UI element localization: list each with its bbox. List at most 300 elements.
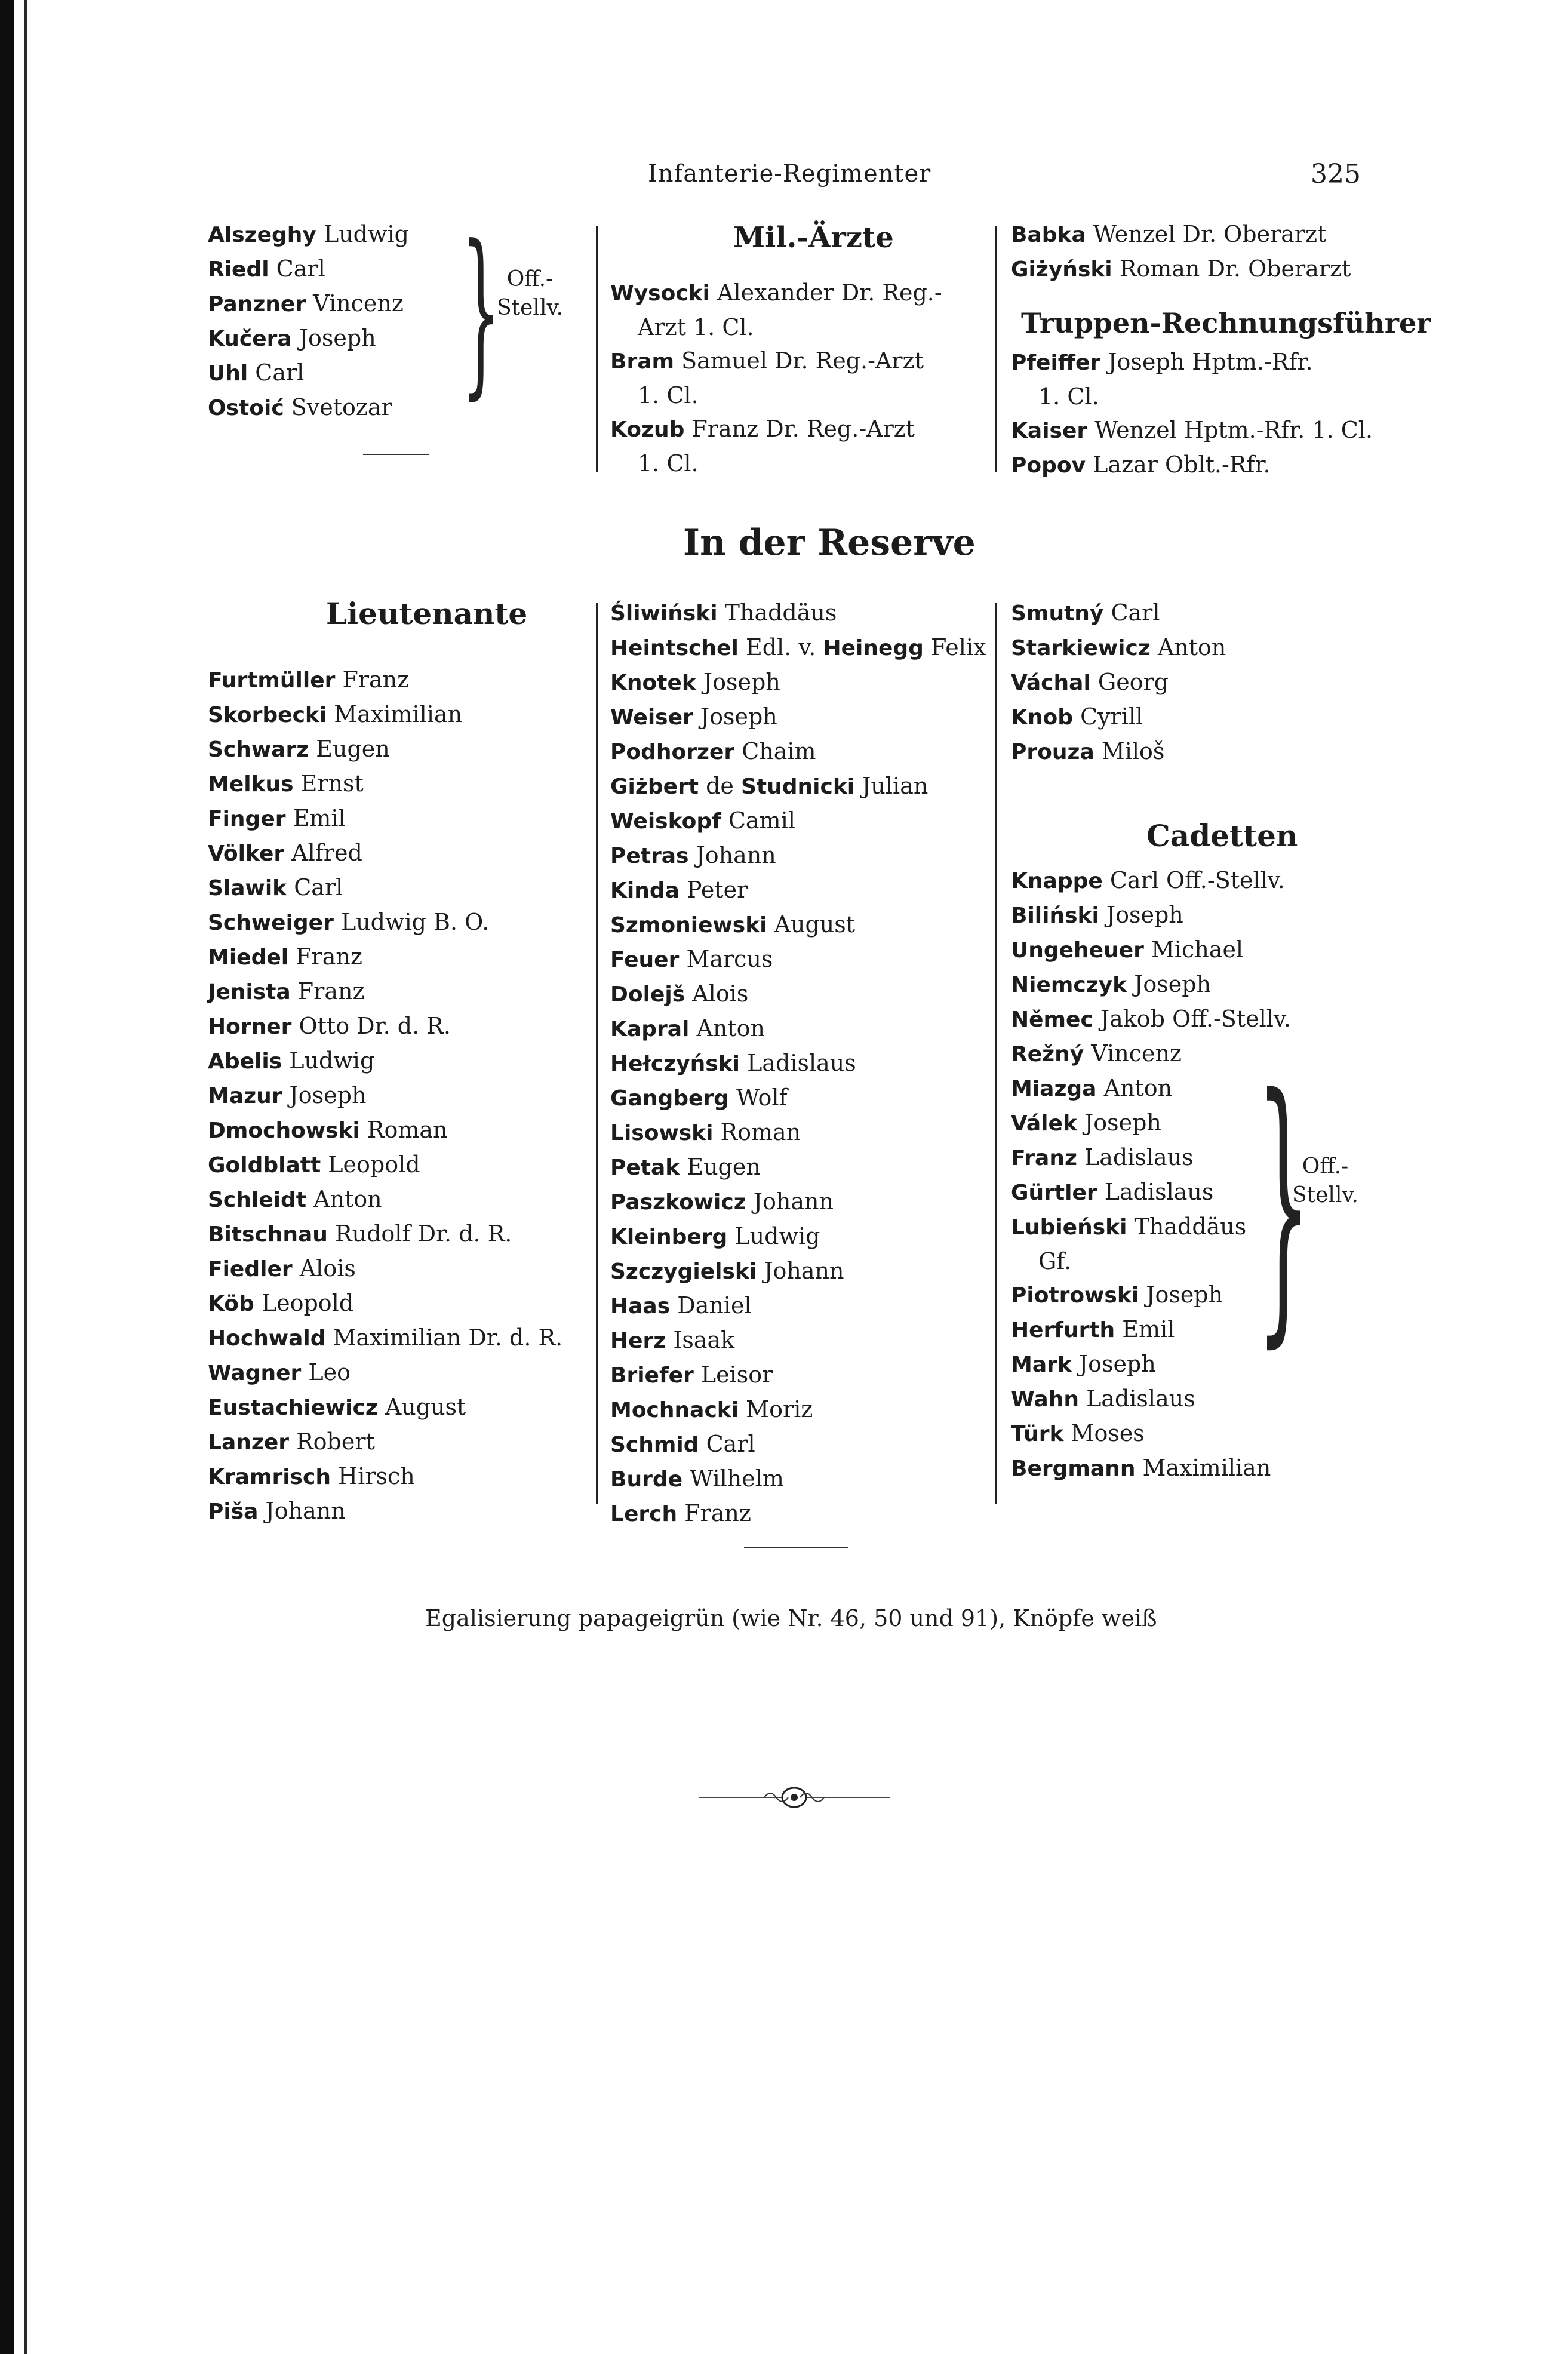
- given-name-and-rank: Vincenz: [1084, 1040, 1182, 1067]
- brace-label-line-1: Off.-: [1302, 1154, 1349, 1179]
- surname: Knob: [1011, 705, 1074, 730]
- page-edge-shadow: [0, 0, 14, 2354]
- roster-entry: [1011, 1313, 1291, 1347]
- surname: Gangberg: [610, 1086, 729, 1111]
- surname: Bergmann: [1011, 1456, 1136, 1481]
- surname: Knotek: [610, 671, 696, 695]
- roster-entry: [610, 838, 986, 873]
- surname: Hochwald: [208, 1326, 326, 1351]
- roster-entry: [208, 1217, 562, 1252]
- surname-second: Heinegg: [823, 636, 924, 660]
- roster-entry: [208, 1459, 562, 1494]
- heading-mil-aerzte: Mil.-Ärzte: [733, 221, 894, 254]
- surname: Petak: [610, 1156, 680, 1180]
- roster-entry: [208, 321, 409, 356]
- surname: Popov: [1011, 453, 1086, 478]
- roster-entry: [208, 1009, 562, 1044]
- surname: Váchal: [1011, 671, 1091, 695]
- given-name-and-rank: Maximilian: [327, 701, 463, 727]
- surname: Uhl: [208, 361, 248, 386]
- given-name-and-rank: Alexander Dr. Reg.-: [709, 279, 942, 306]
- surname: Biliński: [1011, 904, 1099, 928]
- surname: Miazga: [1011, 1077, 1097, 1101]
- top-col1-list: [208, 217, 409, 425]
- surname: Szczygielski: [610, 1259, 757, 1284]
- roster-entry: [208, 871, 562, 905]
- given-name-and-rank: Ludwig B. O.: [333, 909, 490, 935]
- given-name-and-rank: Carl: [1103, 600, 1160, 626]
- roster-entry: [208, 1182, 562, 1217]
- facing-colour-note: Egalisierung papageigrün (wie Nr. 46, 50 und 91), Knöpfe weiß: [425, 1605, 1157, 1631]
- surname: Weiser: [610, 705, 693, 730]
- given-name-and-rank: Leo: [301, 1359, 351, 1385]
- given-name-and-rank: Vincenz: [306, 290, 404, 316]
- roster-entry: [1011, 735, 1226, 769]
- section-divider-short: [744, 1547, 848, 1548]
- roster-entry: [610, 1358, 986, 1393]
- given-name-and-rank: Svetozar: [284, 394, 392, 420]
- given-name-and-rank: Ludwig: [282, 1047, 375, 1074]
- given-name-and-rank: Ladislaus: [1078, 1385, 1195, 1412]
- given-name-and-rank: Franz: [677, 1500, 751, 1526]
- surname: Dolejš: [610, 982, 685, 1007]
- given-name-and-rank: Emil: [285, 805, 346, 831]
- surname: Petras: [610, 844, 689, 868]
- roster-entry: [208, 1494, 562, 1529]
- given-name-and-rank: Marcus: [679, 946, 773, 972]
- ornament-divider: [699, 1782, 890, 1812]
- brace-label-cadetten: [1292, 1153, 1358, 1210]
- reserve-col3-list-b: [1011, 863, 1291, 1486]
- given-name-and-rank: Wolf: [728, 1084, 788, 1111]
- surname: Prouza: [1011, 740, 1094, 764]
- surname: Herfurth: [1011, 1318, 1115, 1342]
- brace-label-line-1: Off.-: [506, 267, 554, 291]
- surname: Hełczyński: [610, 1052, 740, 1076]
- given-name-and-rank: Georg: [1090, 669, 1169, 695]
- given-name-and-rank: Anton: [1150, 634, 1226, 660]
- given-name-and-rank: Roman: [713, 1119, 801, 1145]
- roster-entry: [208, 217, 409, 252]
- surname: Kramrisch: [208, 1465, 331, 1489]
- surname: Śliwiński: [610, 601, 718, 626]
- running-header: Infanterie-Regimenter: [648, 160, 931, 188]
- given-name-and-rank: Joseph: [291, 325, 376, 351]
- surname: Kapral: [610, 1017, 690, 1041]
- roster-entry: [208, 801, 562, 836]
- given-name-and-rank: Leopold: [254, 1290, 354, 1316]
- top-col3-list-a: [1011, 217, 1351, 287]
- surname: Feuer: [610, 948, 680, 972]
- roster-entry: [1011, 1002, 1291, 1037]
- roster-entry: [1011, 1175, 1291, 1210]
- given-name-and-rank: Emil: [1115, 1316, 1175, 1342]
- given-name-and-rank: Franz Dr. Reg.-Arzt: [684, 416, 915, 442]
- given-name-and-rank: Roman: [359, 1117, 448, 1143]
- roster-entry: [208, 697, 562, 732]
- heading-cadetten: Cadetten: [1146, 818, 1298, 853]
- surname: Skorbecki: [208, 703, 327, 727]
- given-name-and-rank: Johann: [688, 842, 776, 868]
- roster-entry: [1011, 345, 1373, 380]
- entry-continuation: Gf.: [1038, 1248, 1072, 1274]
- surname: Alszeghy: [208, 223, 316, 247]
- surname: Babka: [1011, 223, 1086, 247]
- given-name-and-rank: Ernst: [293, 770, 364, 797]
- roster-entry: [1011, 252, 1351, 287]
- given-name: Julian: [854, 773, 928, 799]
- given-name-and-rank: Camil: [721, 807, 795, 834]
- given-name-and-rank: Joseph: [696, 669, 780, 695]
- roster-entry: [208, 1286, 562, 1321]
- surname: Smutný: [1011, 601, 1104, 626]
- given-name-and-rank: Roman Dr. Oberarzt: [1112, 256, 1351, 282]
- surname: Schleidt: [208, 1188, 306, 1212]
- given-name-and-rank: Wilhelm: [682, 1465, 784, 1492]
- roster-entry: [1011, 1278, 1291, 1313]
- roster-entry: [208, 836, 562, 871]
- surname: Finger: [208, 807, 286, 831]
- surname: Franz: [1011, 1146, 1077, 1170]
- given-name-and-rank: Robert: [288, 1428, 375, 1455]
- surname: Riedl: [208, 257, 269, 282]
- surname: Podhorzer: [610, 740, 735, 764]
- surname: Paszkowicz: [610, 1190, 746, 1215]
- surname: Mochnacki: [610, 1398, 739, 1422]
- given-name-and-rank: Ludwig: [727, 1223, 820, 1249]
- surname: Köb: [208, 1292, 254, 1316]
- given-name-and-rank: Jakob Off.-Stellv.: [1093, 1006, 1291, 1032]
- surname: Niemczyk: [1011, 973, 1127, 997]
- top-col3-list-b: [1011, 345, 1373, 483]
- roster-entry: [1011, 1210, 1291, 1244]
- roster-entry: [610, 908, 986, 942]
- given-name-and-rank: Eugen: [309, 736, 390, 762]
- roster-entry: [1011, 1071, 1291, 1106]
- given-name-and-rank: Ladislaus: [740, 1050, 856, 1076]
- roster-entry: [1011, 1037, 1291, 1071]
- given-name-and-rank: Wenzel Hptm.-Rfr. 1. Cl.: [1087, 417, 1373, 443]
- column-rule: [995, 603, 997, 1504]
- given-name-and-rank: Michael: [1143, 936, 1244, 963]
- brace-label-line-2: Stellv.: [1292, 1183, 1358, 1207]
- surname: Furtmüller: [208, 668, 336, 693]
- roster-entry: [610, 1254, 986, 1289]
- roster-entry: [610, 1115, 986, 1150]
- given-name-and-rank: Carl: [269, 256, 325, 282]
- roster-entry: [610, 735, 986, 769]
- given-name-and-rank: Joseph: [1071, 1351, 1156, 1377]
- roster-entry: [208, 1425, 562, 1459]
- roster-entry: [610, 1012, 986, 1046]
- surname: Ostoić: [208, 396, 284, 420]
- surname: Dmochowski: [208, 1118, 360, 1143]
- surname: Panzner: [208, 292, 306, 316]
- roster-entry: [610, 1185, 986, 1219]
- given-name-and-rank: Franz: [290, 978, 365, 1004]
- roster-entry: [610, 344, 942, 379]
- surname: Válek: [1011, 1111, 1077, 1136]
- roster-entry: [1011, 1416, 1291, 1451]
- roster-entry: [208, 356, 409, 391]
- given-name-and-rank: Lazar Oblt.-Rfr.: [1086, 451, 1271, 478]
- roster-entry: [1011, 1382, 1291, 1416]
- surname: Piša: [208, 1499, 259, 1524]
- roster-entry: [1011, 933, 1291, 967]
- brace-label-line-2: Stellv.: [497, 296, 563, 320]
- roster-entry: [610, 276, 942, 311]
- roster-entry: [610, 1496, 986, 1531]
- roster-entry: [208, 1252, 562, 1286]
- given-name-and-rank: Otto Dr. d. R.: [291, 1013, 451, 1039]
- surname: Lanzer: [208, 1430, 289, 1455]
- surname: Weiskopf: [610, 809, 721, 834]
- given-name-and-rank: August: [767, 911, 856, 938]
- given-name-and-rank: Joseph: [1099, 902, 1183, 928]
- heading-lieutenante: Lieutenante: [326, 596, 528, 631]
- given-name-and-rank: Ladislaus: [1097, 1179, 1214, 1205]
- given-name-and-rank: Alois: [685, 981, 749, 1007]
- given-name-and-rank: Joseph: [693, 703, 777, 730]
- given-name-and-rank: de: [699, 773, 741, 799]
- given-name-and-rank: Maximilian: [1135, 1455, 1271, 1481]
- given-name: Felix: [923, 634, 986, 660]
- roster-entry: [208, 1148, 562, 1182]
- roster-entry: [208, 1356, 562, 1390]
- reserve-col2-list: [610, 596, 986, 1531]
- roster-entry: [208, 940, 562, 975]
- roster-entry: [610, 977, 986, 1012]
- given-name-and-rank: Ludwig: [316, 221, 409, 247]
- roster-entry: [610, 1289, 986, 1323]
- surname: Režný: [1011, 1042, 1084, 1067]
- roster-entry: [1011, 413, 1373, 448]
- brace-right: }: [1256, 1038, 1311, 1372]
- roster-entry: [1011, 1141, 1291, 1175]
- surname: Kaiser: [1011, 419, 1088, 443]
- given-name-and-rank: Joseph Hptm.-Rfr.: [1100, 349, 1313, 375]
- section-divider-short: [363, 454, 429, 455]
- given-name-and-rank: Leisor: [693, 1362, 773, 1388]
- roster-entry: [208, 767, 562, 801]
- given-name-and-rank: Samuel Dr. Reg.-Arzt: [674, 348, 924, 374]
- roster-entry: [208, 1113, 562, 1148]
- roster-entry: [1011, 863, 1291, 898]
- roster-entry: [208, 1044, 562, 1078]
- given-name-and-rank: Anton: [306, 1186, 382, 1212]
- given-name-and-rank: Wenzel Dr. Oberarzt: [1086, 221, 1327, 247]
- surname: Wysocki: [610, 281, 710, 306]
- roster-entry: [1011, 967, 1291, 1002]
- roster-entry: [1011, 1347, 1291, 1382]
- surname: Szmoniewski: [610, 913, 767, 938]
- column-rule: [596, 226, 598, 472]
- surname: Fiedler: [208, 1257, 293, 1282]
- surname: Lerch: [610, 1502, 678, 1526]
- given-name-and-rank: Ladislaus: [1077, 1144, 1194, 1170]
- given-name-and-rank: Joseph: [1127, 971, 1212, 997]
- roster-entry: [610, 873, 986, 908]
- surname: Horner: [208, 1015, 292, 1039]
- roster-entry: [610, 665, 986, 700]
- surname: Kozub: [610, 417, 685, 442]
- surname: Heintschel: [610, 636, 739, 660]
- surname: Eustachiewicz: [208, 1396, 378, 1420]
- roster-entry: [208, 287, 409, 321]
- surname: Jenista: [208, 980, 291, 1004]
- surname: Völker: [208, 841, 285, 866]
- given-name-and-rank: Joseph: [282, 1082, 367, 1108]
- given-name-and-rank: Thaddäus: [717, 600, 837, 626]
- roster-entry: [610, 1393, 986, 1427]
- surname: Haas: [610, 1294, 671, 1319]
- given-name-and-rank: Rudolf Dr. d. R.: [327, 1221, 512, 1247]
- surname: Lisowski: [610, 1121, 714, 1145]
- roster-entry: [610, 1046, 986, 1081]
- roster-entry: [1011, 1106, 1291, 1141]
- surname: Wahn: [1011, 1387, 1079, 1412]
- surname: Wagner: [208, 1361, 302, 1385]
- roster-entry: [610, 631, 986, 665]
- roster-entry: [208, 732, 562, 767]
- heading-truppen-rechnungsfuehrer: Truppen-Rechnungsführer: [1021, 307, 1431, 339]
- given-name-and-rank: Joseph: [1139, 1282, 1223, 1308]
- given-name-and-rank: Peter: [679, 877, 748, 903]
- given-name-and-rank: Edl. v.: [738, 634, 823, 660]
- given-name-and-rank: Carl: [699, 1431, 755, 1457]
- surname: Herz: [610, 1329, 666, 1353]
- given-name-and-rank: Carl: [287, 874, 343, 901]
- roster-entry: [610, 1081, 986, 1115]
- surname: Schwarz: [208, 737, 309, 762]
- given-name-and-rank: Hirsch: [330, 1463, 415, 1489]
- roster-entry: [610, 804, 986, 838]
- brace-label-top: [497, 265, 563, 322]
- given-name-and-rank: Alfred: [284, 840, 362, 866]
- given-name-and-rank: Thaddäus: [1127, 1213, 1247, 1240]
- entry-continuation: 1. Cl.: [638, 382, 699, 408]
- roster-entry: [610, 596, 986, 631]
- roster-entry: [1011, 1451, 1291, 1486]
- given-name-and-rank: August: [377, 1394, 466, 1420]
- given-name-and-rank: Cyrill: [1073, 703, 1143, 730]
- given-name-and-rank: Johann: [258, 1498, 346, 1524]
- surname: Bram: [610, 349, 674, 374]
- roster-entry: [610, 1150, 986, 1185]
- surname-second: Studnicki: [740, 775, 855, 799]
- given-name-and-rank: Daniel: [670, 1292, 752, 1319]
- surname: Pfeiffer: [1011, 351, 1101, 375]
- surname: Giżyński: [1011, 257, 1112, 282]
- surname: Bitschnau: [208, 1222, 328, 1247]
- surname: Mazur: [208, 1084, 282, 1108]
- entry-continuation: 1. Cl.: [638, 450, 699, 477]
- given-name-and-rank: Johann: [746, 1188, 834, 1215]
- surname: Abelis: [208, 1049, 282, 1074]
- surname: Knappe: [1011, 869, 1103, 893]
- surname: Starkiewicz: [1011, 636, 1151, 660]
- column-rule: [596, 603, 598, 1504]
- surname: Piotrowski: [1011, 1283, 1139, 1308]
- surname: Briefer: [610, 1363, 694, 1388]
- surname: Ungeheuer: [1011, 938, 1144, 963]
- column-rule: [995, 226, 997, 472]
- heading-in-der-reserve: In der Reserve: [683, 522, 976, 564]
- reserve-col3-list-a: [1011, 596, 1226, 769]
- roster-entry: [208, 1390, 562, 1425]
- entry-continuation: 1. Cl.: [1038, 383, 1099, 410]
- given-name-and-rank: Maximilian Dr. d. R.: [325, 1324, 563, 1351]
- roster-entry: [610, 412, 942, 447]
- surname: Giżbert: [610, 775, 699, 799]
- given-name-and-rank: Alois: [292, 1255, 356, 1282]
- roster-entry: [610, 1462, 986, 1496]
- given-name-and-rank: Anton: [689, 1015, 765, 1041]
- given-name-and-rank: Franz: [335, 666, 410, 693]
- given-name-and-rank: Carl Off.-Stellv.: [1102, 867, 1285, 893]
- given-name-and-rank: Moriz: [739, 1396, 813, 1422]
- given-name-and-rank: Joseph: [1077, 1110, 1161, 1136]
- roster-entry: [1011, 217, 1351, 252]
- roster-entry: [610, 769, 986, 804]
- roster-entry: [1011, 596, 1226, 631]
- roster-entry: [208, 1078, 562, 1113]
- given-name-and-rank: Moses: [1063, 1420, 1145, 1446]
- surname: Schweiger: [208, 911, 334, 935]
- roster-entry: [1011, 700, 1226, 735]
- entry-continuation: Arzt 1. Cl.: [638, 314, 754, 340]
- surname: Goldblatt: [208, 1153, 321, 1178]
- roster-entry: [1011, 665, 1226, 700]
- surname: Kleinberg: [610, 1225, 728, 1249]
- surname: Kučera: [208, 327, 292, 351]
- brace-right: }: [461, 207, 501, 416]
- given-name-and-rank: Carl: [248, 359, 305, 386]
- top-col2-list: [610, 276, 942, 480]
- surname: Melkus: [208, 772, 294, 797]
- roster-entry: [610, 1219, 986, 1254]
- surname: Němec: [1011, 1007, 1093, 1032]
- surname: Schmid: [610, 1433, 699, 1457]
- roster-entry: [208, 1321, 562, 1356]
- roster-entry: [1011, 898, 1291, 933]
- surname: Lubieński: [1011, 1215, 1127, 1240]
- surname: Miedel: [208, 945, 289, 970]
- roster-entry: [1011, 631, 1226, 665]
- given-name-and-rank: Leopold: [321, 1151, 420, 1178]
- given-name-and-rank: Johann: [757, 1258, 844, 1284]
- roster-entry: [610, 1427, 986, 1462]
- reserve-col1-list: [208, 663, 562, 1529]
- roster-entry: [208, 663, 562, 697]
- surname: Kinda: [610, 878, 680, 903]
- given-name-and-rank: Chaim: [734, 738, 816, 764]
- page-number: 325: [1311, 159, 1361, 189]
- surname: Mark: [1011, 1353, 1072, 1377]
- page-edge-line: [24, 0, 27, 2354]
- given-name-and-rank: Isaak: [666, 1327, 735, 1353]
- given-name-and-rank: Anton: [1096, 1075, 1173, 1101]
- surname: Gürtler: [1011, 1181, 1097, 1205]
- roster-entry: [610, 1323, 986, 1358]
- surname: Türk: [1011, 1422, 1064, 1446]
- roster-entry: [610, 942, 986, 977]
- given-name-and-rank: Eugen: [680, 1154, 761, 1180]
- given-name-and-rank: Franz: [288, 944, 362, 970]
- roster-entry: [208, 975, 562, 1009]
- roster-entry: [610, 700, 986, 735]
- surname: Burde: [610, 1467, 683, 1492]
